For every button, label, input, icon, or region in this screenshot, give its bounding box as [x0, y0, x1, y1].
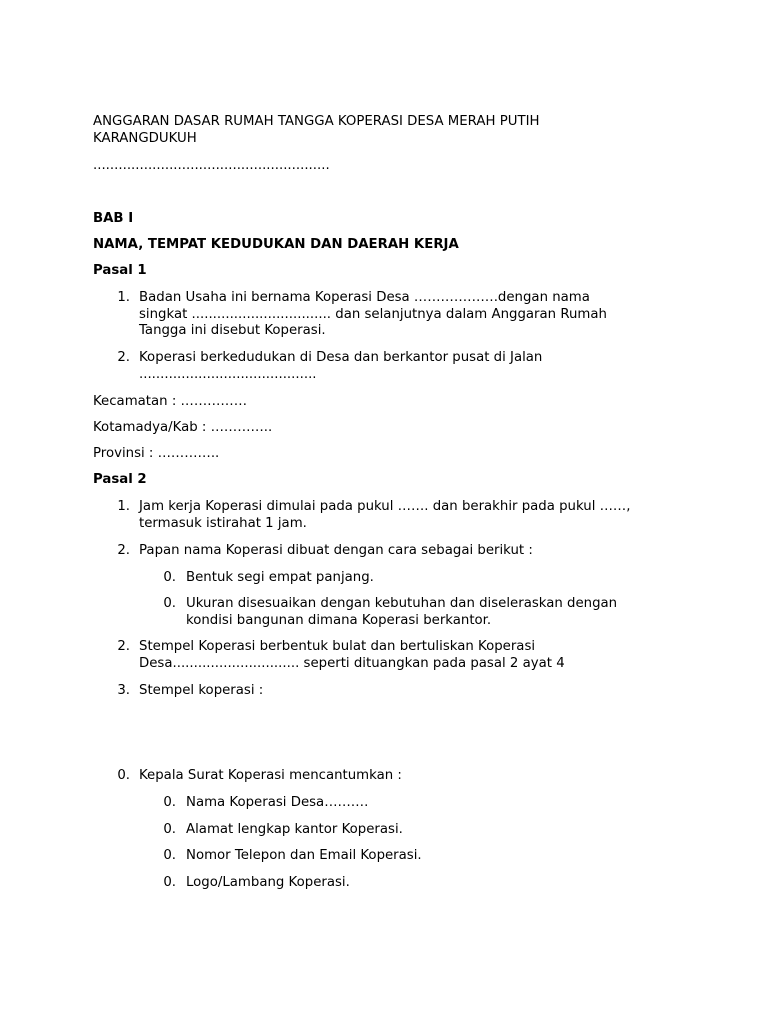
pasal-2-item-3-line-1: Stempel Koperasi berbentuk bulat dan bertuliskan Koperasi: [139, 639, 536, 654]
kotamadya-field: Kotamadya/Kab : …………..: [93, 420, 273, 435]
pasal-2-item-5-sub-3: Nomor Telepon dan Email Koperasi.: [186, 848, 422, 863]
chapter-heading: BAB I: [93, 211, 134, 226]
pasal-2-item-2-sub-2-line-2: kondisi bangunan dimana Koperasi berkantor.: [186, 613, 492, 628]
pasal-2-item-4-text: Stempel koperasi :: [139, 683, 264, 698]
list-number: 0.: [163, 795, 176, 810]
pasal-2-item-5-sub-1: Nama Koperasi Desa……….: [186, 795, 369, 810]
pasal-2-item-5-text: Kepala Surat Koperasi mencantumkan :: [139, 768, 402, 783]
pasal-2-item-1-line-1: Jam kerja Koperasi dimulai pada pukul ……. dan berakhir pada pukul ……,: [139, 499, 631, 514]
list-number: 0.: [163, 570, 176, 585]
pasal-2-item-3-line-2: Desa.............................. seperti dituangkan pada pasal 2 ayat 4: [139, 656, 565, 671]
provinsi-field: Provinsi : …………..: [93, 446, 220, 461]
chapter-title: NAMA, TEMPAT KEDUDUKAN DAN DAERAH KERJA: [93, 237, 459, 252]
pasal-1-item-2-line-2: ..........................................: [139, 367, 317, 382]
pasal-2-heading: Pasal 2: [93, 472, 147, 487]
pasal-2-item-5-sub-2: Alamat lengkap kantor Koperasi.: [186, 822, 403, 837]
list-number: 0.: [117, 768, 130, 783]
list-number: 3.: [117, 683, 130, 698]
list-number: 0.: [163, 822, 176, 837]
dotted-placeholder-line: ........................................................: [93, 158, 330, 173]
list-number: 2.: [117, 350, 130, 365]
pasal-1-item-2-line-1: Koperasi berkedudukan di Desa dan berkantor pusat di Jalan: [139, 350, 543, 365]
pasal-2-item-2-sub-2-line-1: Ukuran disesuaikan dengan kebutuhan dan diseleraskan dengan: [186, 596, 618, 611]
kecamatan-field: Kecamatan : ……………: [93, 394, 248, 409]
list-number: 1.: [117, 499, 130, 514]
pasal-2-item-2-sub-1: Bentuk segi empat panjang.: [186, 570, 374, 585]
list-number: 0.: [163, 875, 176, 890]
list-number: 2.: [117, 543, 130, 558]
pasal-1-item-1-line-3: Tangga ini disebut Koperasi.: [139, 323, 326, 338]
pasal-2-item-5-sub-4: Logo/Lambang Koperasi.: [186, 875, 350, 890]
pasal-2-item-2-text: Papan nama Koperasi dibuat dengan cara sebagai berikut :: [139, 543, 533, 558]
list-number: 2.: [117, 639, 130, 654]
list-number: 0.: [163, 848, 176, 863]
list-number: 0.: [163, 596, 176, 611]
pasal-1-item-1-line-2: singkat ................................. dan selanjutnya dalam Anggaran Rumah: [139, 307, 607, 322]
document-title-line-1: ANGGARAN DASAR RUMAH TANGGA KOPERASI DESA MERAH PUTIH: [93, 114, 540, 129]
list-number: 1.: [117, 290, 130, 305]
pasal-1-heading: Pasal 1: [93, 263, 147, 278]
pasal-1-item-1-line-1: Badan Usaha ini bernama Koperasi Desa ……………….dengan nama: [139, 290, 590, 305]
pasal-2-item-1-line-2: termasuk istirahat 1 jam.: [139, 516, 307, 531]
document-title-line-2: KARANGDUKUH: [93, 131, 197, 146]
